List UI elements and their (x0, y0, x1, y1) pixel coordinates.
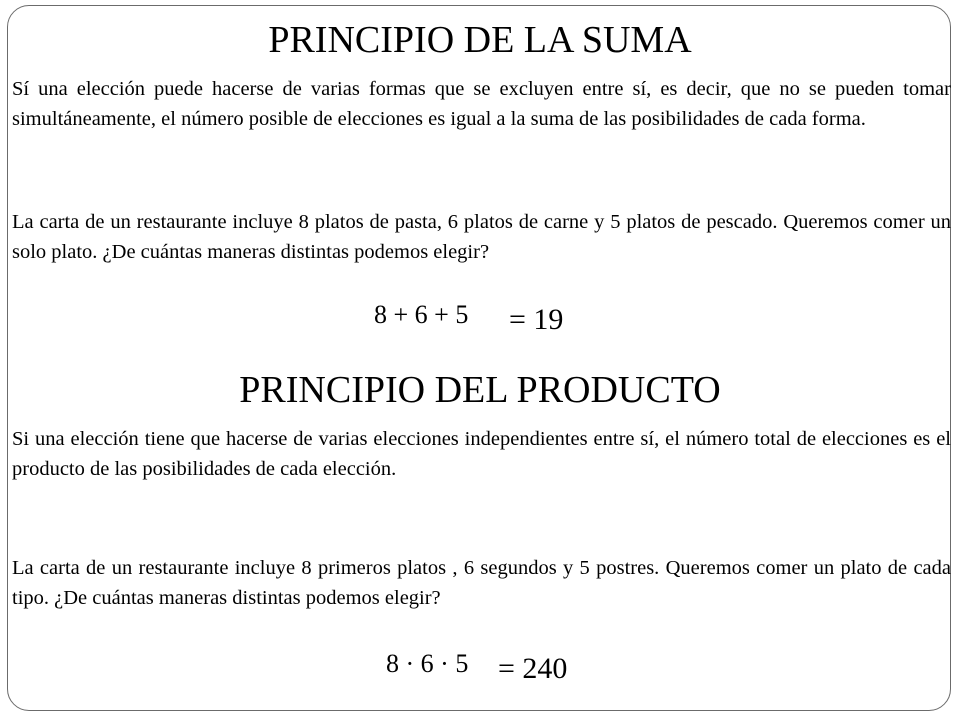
product-principle-example: La carta de un restaurante incluye 8 primeros platos , 6 segundos y 5 postres. Queremos comer un plato de cada tipo. ¿De cuántas maneras distintas podemos elegir? (12, 557, 951, 609)
product-principle-definition: Si una elección tiene que hacerse de varias elecciones independientes entre sí, el número total de elecciones es el producto de las posibilidades de cada elección. (12, 428, 951, 480)
product-principle-title: PRINCIPIO DEL PRODUCTO (239, 369, 721, 411)
sum-principle-title: PRINCIPIO DE LA SUMA (268, 19, 692, 61)
product-equation-expression: 8 · 6 · 5 (386, 649, 469, 678)
sum-principle-example: La carta de un restaurante incluye 8 platos de pasta, 6 platos de carne y 5 platos de pescado. Queremos comer un solo plato. ¿De cuántas maneras distintas podemos elegir? (12, 211, 951, 263)
sum-equation-expression: 8 + 6 + 5 (374, 300, 469, 329)
product-equation-result: = 240 (498, 652, 568, 685)
sum-principle-definition: Sí una elección puede hacerse de varias formas que se excluyen entre sí, es decir, que no se pueden tomar simultáneamente, el número posible de elecciones es igual a la suma de las posibilidades de cada forma. (12, 78, 951, 130)
sum-equation-result: = 19 (509, 303, 564, 336)
